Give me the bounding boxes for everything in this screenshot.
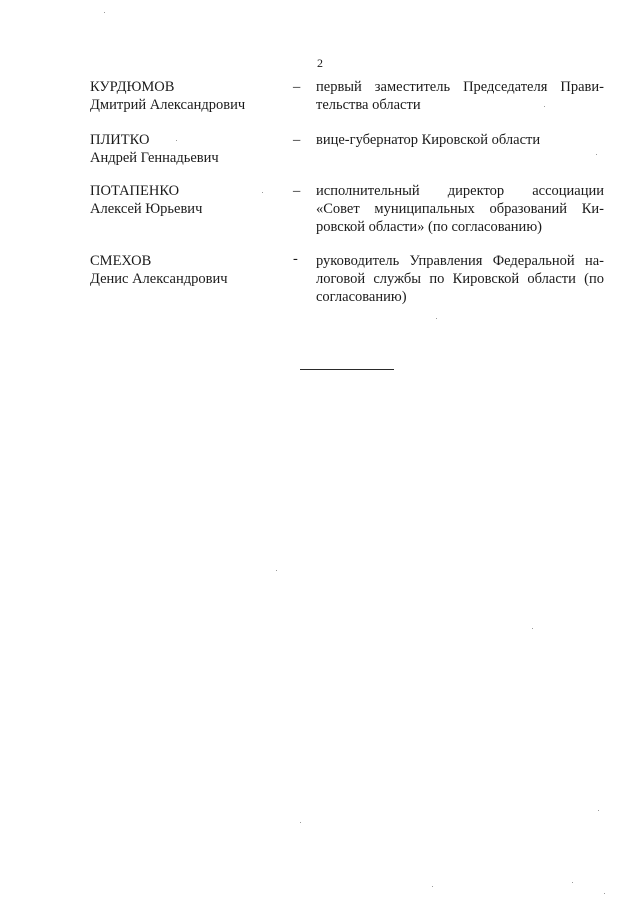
person-role [316,252,604,306]
person-role [316,182,604,236]
scan-speck [604,893,605,894]
separator-dash: – [293,79,301,95]
scan-speck [544,106,545,107]
scan-speck [532,628,533,629]
list-item-kurdyumov [90,78,610,138]
person-name [90,131,280,167]
separator-dash: - [293,251,298,267]
page-number: 2 [317,56,323,70]
closing-rule [300,369,394,370]
person-surname: СМЕХОВ [90,253,152,269]
role-line: первый заместитель Председателя Прави- [316,79,604,95]
scan-speck [432,886,433,887]
scan-speck [262,192,263,193]
separator-dash: – [293,132,301,148]
list-item-smekhov [90,252,610,312]
list-item-potapenko [90,182,610,242]
person-role [316,78,604,114]
scan-speck [104,12,105,13]
person-name [90,78,280,114]
scan-speck [596,154,597,155]
person-surname: ПЛИТКО [90,132,150,148]
role-line: тельства области [316,97,421,113]
role-line: ровской области» (по согласованию) [316,219,542,235]
scan-speck [176,140,177,141]
role-line: «Совет муниципальных образований Ки- [316,201,604,217]
scan-speck [300,822,301,823]
person-name [90,252,280,288]
person-surname: ПОТАПЕНКО [90,183,180,199]
scan-speck [598,810,599,811]
person-given-name: Алексей Юрьевич [90,201,203,217]
role-line: вице-губернатор Кировской области [316,132,541,148]
role-line: исполнительный директор ассоциации [316,183,604,199]
role-line: логовой службы по Кировской области (по [316,271,604,287]
scan-speck [276,570,277,571]
separator-dash: – [293,183,301,199]
person-given-name: Дмитрий Александрович [90,97,246,113]
scan-speck [436,318,437,319]
role-line: руководитель Управления Федеральной на- [316,253,604,269]
person-surname: КУРДЮМОВ [90,79,175,95]
person-given-name: Андрей Геннадьевич [90,150,219,166]
person-given-name: Денис Александрович [90,271,228,287]
role-line: согласованию) [316,289,407,305]
scan-speck [572,882,573,883]
person-name [90,182,280,218]
person-role [316,131,604,149]
